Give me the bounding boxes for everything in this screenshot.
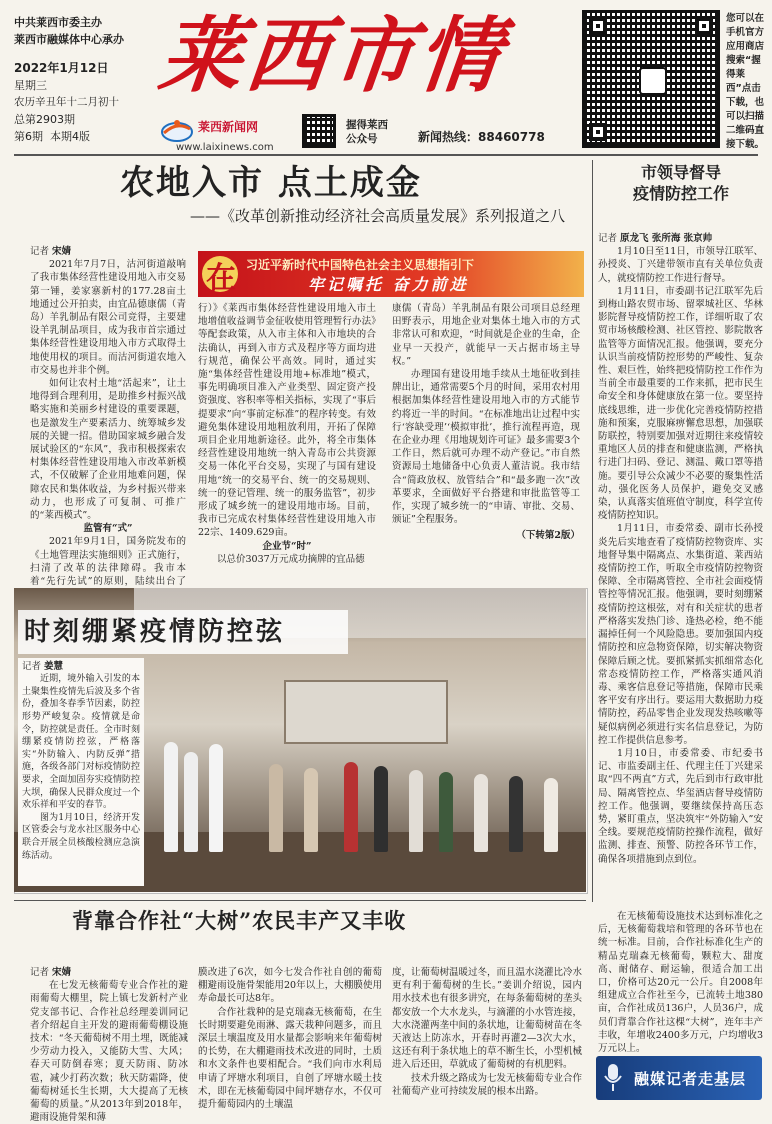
- hotline-label: 新闻热线：: [418, 130, 479, 144]
- slogan-banner: [198, 251, 584, 297]
- byline-label: 记者: [30, 246, 50, 257]
- bottom-column-2: [198, 966, 382, 1111]
- bottom-byline-reporter: 宋婧: [52, 967, 72, 978]
- bottom-paragraph-4: 度，让葡萄树温暖过冬，而且温水浇灌比冷水更有利于葡萄树的生长。”姜训介绍说，园内用水技术也有很多讲究，在每条葡萄树的垄头都安放一个大水龙头，与滴灌的小水管连接，大水浇灌两垄中间的条状地，让葡萄树苗在冬天液达上防冻水，开春时再灌2—3次大水，这还有利于条状地上的草不断生长，小型机械进入后还田，草就成了葡萄树的有机肥料。: [392, 967, 583, 1071]
- right-paragraph-1: 1月10日至11日，市领导江联军、孙授炎、丁兴建带领市直有关单位负责人，就疫情防控工作进行督导。: [598, 246, 763, 284]
- lead-column-1: [30, 245, 186, 615]
- site-name: 莱西新闻网: [198, 120, 259, 134]
- site-url[interactable]: www.laixinews.com: [176, 142, 274, 153]
- photo-story-body: 近期，境外输入引发的本土聚集性疫情先后波及多个省份，叠加冬春季节因素，防控形势严峻复杂。疫情就是命令，防控就是责任。全市时刻绷紧疫情防控弦，严格落实“外防输入、内防反弹”措施，各级各部门对标疫情防控要求，全面加固夯实疫情防控大坝，确保人民群众度过一个欢乐祥和平安的春节。: [22, 674, 140, 811]
- wechat-label: [346, 118, 388, 146]
- section-divider: [14, 900, 586, 901]
- photo-story-byline: [18, 658, 144, 673]
- photo-story-title: 时刻绷紧疫情防控弦: [24, 617, 286, 647]
- bottom-paragraph-5: 技术升级之路成为七发无核葡萄专业合作社葡萄产业可持续发展的根本出路。: [392, 1072, 583, 1097]
- masthead-title: 莱西市情: [154, 8, 510, 104]
- wechat-label-2: 公众号: [346, 133, 378, 145]
- bottom-byline: [30, 966, 188, 979]
- right-headline-line-1: 市领导督导: [640, 163, 721, 182]
- lead-subheading-2: 企业节“时”: [262, 540, 312, 552]
- masthead-left-info: [14, 14, 164, 145]
- right-byline-reporters: 原龙飞 张所海 张京帅: [620, 233, 713, 244]
- bottom-column-3: [392, 966, 582, 1098]
- lead-column-2: [198, 302, 376, 566]
- sponsor-line-2: 莱西市融媒体中心承办: [14, 33, 124, 46]
- bottom-column-1: [30, 966, 188, 1124]
- bottom-paragraph-1: 在七发无核葡萄专业合作社的避雨葡萄大棚里，院上镇七发新村产业党支部书记、合作社总经理姜训同记者介绍起自主开发的避雨葡萄棚设施技术：“冬天葡萄树不用土埋，既能减少劳动力投入，又能防大雪、大风；春天可防倒春寒；夏天防雨、防冰雹，减少打药次数；秋天防霜降，使葡萄树延长生长期，大大提高了无核葡萄的质量。”从2013年到2018年，避雨设施骨架和薄: [30, 980, 188, 1124]
- issue-pages: 本期4版: [50, 130, 90, 143]
- continued-note: （下转第2版）: [516, 530, 580, 542]
- promo-badge[interactable]: [596, 1056, 762, 1100]
- lead-paragraph-6: 康儒（青岛）羊乳制品有限公司项目总经理田野表示，用地企业对集体土地入市的方式非常认可和欢迎，“时间就是企业的生命，企业早一天投产，就能早一天占据市场主导权。”: [392, 303, 580, 367]
- lead-paragraph-1: 2021年7月7日，沽河街道敲响了我市集体经营性建设用地入市交易第一锤，姜家寨新村的177.28亩土地通过公开拍卖，由宜品德康儒（青岛）羊乳制品有限公司竞得，主要建设羊乳制品项目，成为我市首宗通过集体经营性建设用地入市方式取得土地使用权的项目。而沽河街道农地入市交易也并非个例。: [30, 259, 186, 376]
- lead-headline: 农地入市 点土成金: [120, 163, 422, 203]
- issue-weekday: 星期三: [14, 79, 47, 92]
- lead-byline: [30, 245, 186, 258]
- right-paragraph-2: 1月11日，市委副书记江联军先后到梅山路农贸市场、留翠城社区、华林影院督导疫情防控工作，详细听取了农贸市场核酸检测、社区管控、影院散客监管等方面情况汇报。他强调，要充分认识当前疫情防控形势的严峻性、复杂性、艰巨性，始终把疫情防控工作作为当前全市最重要的工作来抓，把市民生命安全和身体健康放在第一位。要坚持底线思维，进一步优化完善疫情防控措施和预案，克服麻痹懈怠思想，加强联防联控，特别要加强对近期往来疫情较重地区人员的排查和健康监测，严格执行进门扫码、登记、测温、戴口罩等措施。要引导公众减少不必要的聚集性活动，强化医务人员保护，避免交叉感染，认真落实值班值守制度，科学宣传疫情防控知识。: [598, 285, 763, 522]
- bottom-paragraph-3: 合作社栽种的是克瑞森无核葡萄，在生长时期要避免雨淋、露天栽种问题多，而且深层土壤温度及用水量都会影响来年葡萄树的长势，在大棚避雨技术改进的同时，土质和水文条件也要相配合。“我们向市水利局申请了坪塘水利项目，自创了坪塘水暖土技术，即在无核葡萄园中间坪塘存水，不仅可提升葡萄园内的土壤温: [198, 1006, 382, 1111]
- hotline-number: 88460778: [478, 130, 545, 144]
- column-divider-right: [592, 160, 593, 902]
- right-paragraph-3: 1月11日，市委常委、副市长孙授炎先后实地查看了疫情防控物资库、实地督导集中隔离点、水集街道、莱西站疫情防控工作，听取全市疫情防控物资保障、全市隔离管控、全市社会面疫情管控等情况汇报。他强调，要时刻绷紧疫情防控这根弦，对有和关症状的患者严格落实发热门诊、逢热必检，绝不能漏掉任何一个风险隐患。要加强国内疫情防控和应急物资保障，切实解决物资保障后顾之忧。要抓紧抓实抓细常态化常态疫情防控工作，严格落实通风消毒、乘客信息登记等措施，保障市民乘客平安有序出行。要运用大数据助力疫情防控，药品零售企业发现发热咳嗽等疑似病例必须进行实名信息登记，为防控工作提供信息参考。: [598, 523, 763, 746]
- right-byline: [598, 232, 763, 245]
- bottom-paragraph-6: 在无核葡萄设施技术达到标准化之后，无核葡萄栽培和管理的各环节也在统一标准。目前，合作社标准化生产的精品克瑞森无核葡萄，颗粒大、甜度高、耐储存、耐运输，很适合加工出口，价格可达20元一公斤。自2008年组建成立合作社至今，已流转土地380亩，合作社成员136户，人员36户，成员们背靠合作社这棵“大树”，连年丰产丰收，年增收2400多万元，户均增收3万元以上。: [598, 911, 763, 1055]
- issue-total: 总第2903期: [14, 113, 75, 126]
- lead-paragraph-2: 如何让农村土地“活起来”，让土地得到合理利用，是助推乡村振兴战略实施和美丽乡村建设的重要课题，也是激发生产要素活力、统筹城乡发展的关键一招。借助国家城乡融合发展试验区的“东风”，我市积极探索农村集体经营性建设用地入市改革新模式，不仅破解了企业用地难问题，保障农民和集体收益，为乡村振兴带来动力，也形成了可复制、可推广的“莱西模式”。: [30, 378, 186, 522]
- issue-date: 2022年1月12日: [14, 61, 109, 75]
- banner-line-2: 牢记嘱托 奋力前进: [308, 275, 469, 294]
- lead-paragraph-5: 以总价3037万元成功摘牌的宜品德: [217, 553, 365, 565]
- right-byline-label: 记者: [598, 233, 618, 244]
- site-logo: [160, 117, 194, 143]
- wechat-qr-code[interactable]: [302, 114, 336, 148]
- photo-byline-reporter: 姜慧: [44, 661, 64, 672]
- right-headline-line-2: 疫情防控工作: [632, 184, 729, 203]
- lead-paragraph-4: 行）》《莱西市集体经营性建设用地入市土地增值收益调节金征收使用管理暂行办法》等配套政策，从入市主体和入市地块的合法确认，再到入市方式及程序等方面均进行规范，确保公平高效。同时，通过实施“集体经营性建设用地+标准地”模式，事先明确项目准入产业类型、固定资产投资强度、容积率等相关指标，实现了“事后提要求”向“事前定标准”的程序转变。有效避免集体建设用地粗放利用，开拓了保障项目企业用地新途径。此外，将全市集体经营性建设用地统一纳入青岛市公共资源交易一体化平台交易，实现了与国有建设用地“统一的交易平台、统一的交易规则、统一的登记管理、统一的服务监管”，初步形成了城乡统一的建设用地市场。目前，我市已完成农村集体经营性建设用地入市22宗、1409.629亩。: [198, 303, 376, 539]
- promo-label: 融媒记者走基层: [634, 1070, 747, 1088]
- banner-character: 在: [206, 261, 236, 296]
- photo-story-caption: 图为1月10日，经济开发区管委会与龙水社区服务中心联合开展全员核酸检测应急演练活动。: [22, 812, 140, 861]
- issue-number: 第6期: [14, 130, 43, 143]
- lead-subheading-1: 监管有“式”: [83, 523, 133, 535]
- masthead-divider: [14, 154, 758, 156]
- lunar-date: 农历辛丑年十二月初十: [14, 96, 119, 108]
- right-paragraph-4: 1月10日，市委常委、市纪委书记、市监委副主任、代理主任丁兴建采取“四不两直”方式，先后到市行政审批局、隔离管控点、华玺酒店督导疫情防控工作。他强调，要继续保持高压态势，紧盯重点，坚决筑牢“外防输入”安全线。要规范疫情防控操作流程，做好监测、排查、预警、防控各环节工作，确保各项措施到点到位。: [598, 747, 763, 865]
- lead-paragraph-3: 2021年9月1日，国务院发布的《土地管理法实施细则》正式施行，扫清了改革的法律障碍。我市本着“先行先试”的原则，陆续出台了: [30, 536, 186, 588]
- lead-subheadline: ——《改革创新推动经济社会高质量发展》系列报道之八: [190, 207, 566, 225]
- right-article-body: [598, 232, 763, 866]
- photo-byline-label: 记者: [22, 661, 42, 672]
- microphone-icon: [602, 1062, 624, 1094]
- banner-line-1: 习近平新时代中国特色社会主义思想指引下: [246, 258, 475, 272]
- sponsor-line-1: 中共莱西市委主办: [14, 16, 102, 29]
- app-download-note: 您可以在手机官方应用商店搜索“握得莱西”点击下载，也可以扫描二维码直接下载。: [726, 13, 765, 150]
- news-hotline: [418, 128, 545, 145]
- byline-reporter: 宋婧: [52, 246, 72, 257]
- right-headline: [600, 162, 762, 204]
- bottom-paragraph-2: 膜改进了6次，如今七发合作社自创的葡萄棚避雨设施骨架能用20年以上，大棚膜使用寿命最长可达8年。: [198, 967, 382, 1005]
- app-download-qr-code[interactable]: [582, 10, 720, 148]
- photo-story-text-panel: [18, 658, 144, 886]
- lead-column-3: [392, 302, 580, 543]
- bottom-column-4: [598, 910, 763, 1055]
- wechat-label-1: 握得莱西: [346, 119, 388, 131]
- lead-paragraph-7: 办理国有建设用地手续从土地征收到挂牌出让，通常需要5个月的时间，采用农村用根据加集体经营性建设用地入市的方式能节约将近一半的时间。“在标准地出让过程中实行‘容缺受理’‘模拟审批’，推行流程再造，现在企业办理《用地规划许可证》最多需要3个工作日，然后就可办理不动产登记。”市自然资源局土地储备中心负责人董洁说。我市结合“简政放权、放管结合”和“最多跑一次”改革要求，全面做好平台搭建和审批监管等工作，实现了城乡统一的“申请、审批、交易、颁证”全程服务。: [392, 369, 580, 526]
- bottom-headline: 背靠合作社“大树”农民丰产又丰收: [72, 908, 407, 933]
- bottom-byline-label: 记者: [30, 967, 50, 978]
